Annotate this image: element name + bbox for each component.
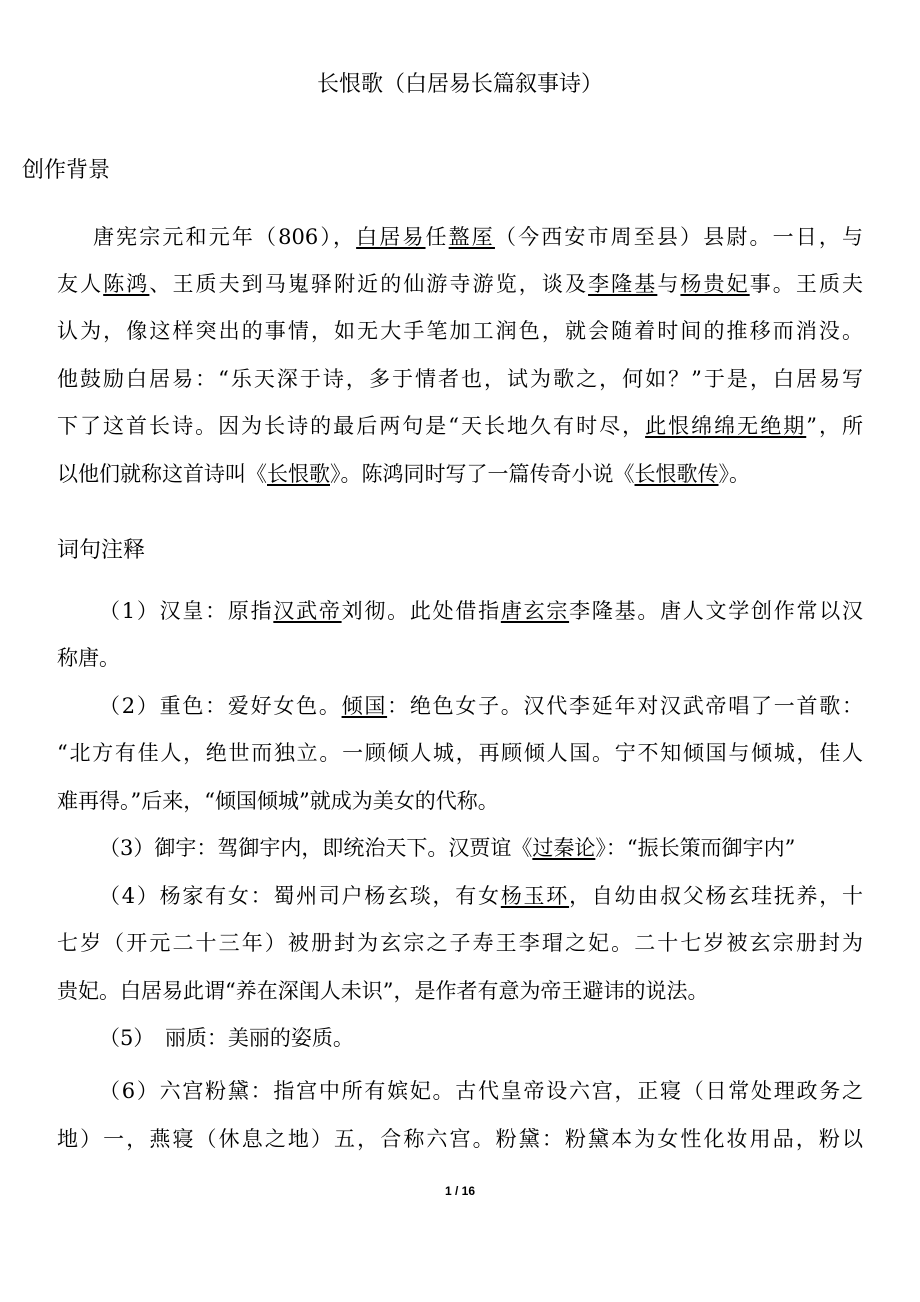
- link-guoqinlun[interactable]: 过秦论: [532, 836, 596, 860]
- text-run: 称唐。: [57, 646, 120, 670]
- text-run: 贵妃。白居易此谓“养在深闺人未识”，是作者有意为帝王避讳的说法。: [57, 979, 709, 1003]
- text-run: （6）六宫粉黛：指宫中所有嫔妃。古代皇帝设六宫，正寝（日常处理政务之: [99, 1079, 863, 1103]
- link-changhenge-zhuan[interactable]: 长恨歌传: [634, 462, 719, 486]
- background-line: [57, 316, 863, 346]
- text-run: 与: [657, 272, 681, 296]
- text-run: 他鼓励白居易：“乐天深于诗，多于情者也，试为歌之，何如？”于是，白居易写: [57, 367, 863, 391]
- link-changhenge[interactable]: 长恨歌: [267, 462, 330, 486]
- text-run: 唐宪宗元和元年（806），: [93, 225, 357, 249]
- note-line: [57, 1076, 863, 1106]
- text-run: （4）杨家有女：蜀州司户杨玄琰，有女: [99, 884, 501, 908]
- note-line: [57, 786, 863, 816]
- text-run: （3）御宇：驾御宇内，即统治天下。汉贾谊《: [99, 836, 533, 860]
- note-line: [57, 1124, 863, 1154]
- link-chen-hong[interactable]: 陈鸿: [103, 272, 150, 296]
- text-run: 认为，像这样突出的事情，如无大手笔加工润色，就会随着时间的推移而消没。: [57, 319, 863, 343]
- note-line: [57, 643, 863, 673]
- link-yang-yuhuan[interactable]: 杨玉环: [500, 884, 570, 908]
- note-line: [57, 976, 863, 1006]
- text-run: ，自幼由叔父杨玄珪抚养，十: [569, 884, 864, 908]
- text-run: 》。: [718, 462, 750, 486]
- text-run: 下了这首长诗。因为长诗的最后两句是“天长地久有时尽，: [57, 414, 646, 438]
- section-heading-background: 创作背景: [22, 157, 111, 182]
- note-line: [57, 738, 863, 768]
- text-run: （今西安市周至县）县尉。一日，与: [494, 225, 864, 249]
- text-run: 、王质夫到马嵬驿附近的仙游寺游览，谈及: [149, 272, 589, 296]
- text-run: 李隆基。唐人文学创作常以汉: [569, 599, 864, 623]
- link-zhouzhi[interactable]: 盩厔: [448, 225, 495, 249]
- text-run: 》。陈鸿同时写了一篇传奇小说《: [330, 462, 635, 486]
- text-run: （1）汉皇：原指: [99, 599, 274, 623]
- text-run: 以他们就称这首诗叫《: [57, 462, 267, 486]
- note-line: [57, 1023, 863, 1053]
- text-run: （2）重色：爱好女色。: [99, 694, 342, 718]
- text-run: “北方有佳人，绝世而独立。一顾倾人城，再顾倾人国。宁不知倾国与倾城，佳人: [57, 741, 863, 765]
- link-yang-guifei[interactable]: 杨贵妃: [680, 272, 750, 296]
- link-han-wudi[interactable]: 汉武帝: [273, 599, 342, 623]
- background-line: [57, 459, 863, 489]
- text-run: ”，所: [806, 414, 863, 438]
- note-line: [57, 596, 863, 626]
- link-li-longji[interactable]: 李隆基: [588, 272, 658, 296]
- note-line: [57, 881, 863, 911]
- note-line: [57, 928, 863, 958]
- text-run: 难再得。”后来，“倾国倾城”就成为美女的代称。: [57, 789, 499, 813]
- text-run: 地）一，燕寝（休息之地）五，合称六宫。粉黛：粉黛本为女性化妆用品，粉以: [57, 1127, 863, 1151]
- text-run: 任: [425, 225, 449, 249]
- background-line: [57, 222, 863, 252]
- text-run: 七岁（开元二十三年）被册封为玄宗之子寿王李瑁之妃。二十七岁被玄宗册封为: [57, 931, 863, 955]
- link-tang-xuanzong[interactable]: 唐玄宗: [500, 599, 570, 623]
- page-title: 长恨歌（白居易长篇叙事诗）: [316, 71, 603, 96]
- link-qingguo[interactable]: 倾国: [341, 694, 388, 718]
- link-bai-juyi[interactable]: 白居易: [356, 225, 426, 249]
- text-run: 事。王质夫: [749, 272, 864, 296]
- link-poem-line[interactable]: 此恨绵绵无绝期: [645, 414, 807, 438]
- text-run: 》：“振长策而御宇内”: [595, 836, 796, 860]
- background-line: [57, 411, 863, 441]
- section-heading-notes: 词句注释: [57, 537, 146, 562]
- background-line: [57, 364, 863, 394]
- page-number: 1 / 16: [444, 1184, 476, 1198]
- text-run: 刘彻。此处借指: [341, 599, 501, 623]
- note-line: [57, 833, 863, 863]
- text-run: 友人: [57, 272, 104, 296]
- background-line: [57, 269, 863, 299]
- note-line: [57, 691, 863, 721]
- text-run: ：绝色女子。汉代李延年对汉武帝唱了一首歌：: [387, 694, 864, 718]
- text-run: （5） 丽质：美丽的姿质。: [99, 1026, 354, 1050]
